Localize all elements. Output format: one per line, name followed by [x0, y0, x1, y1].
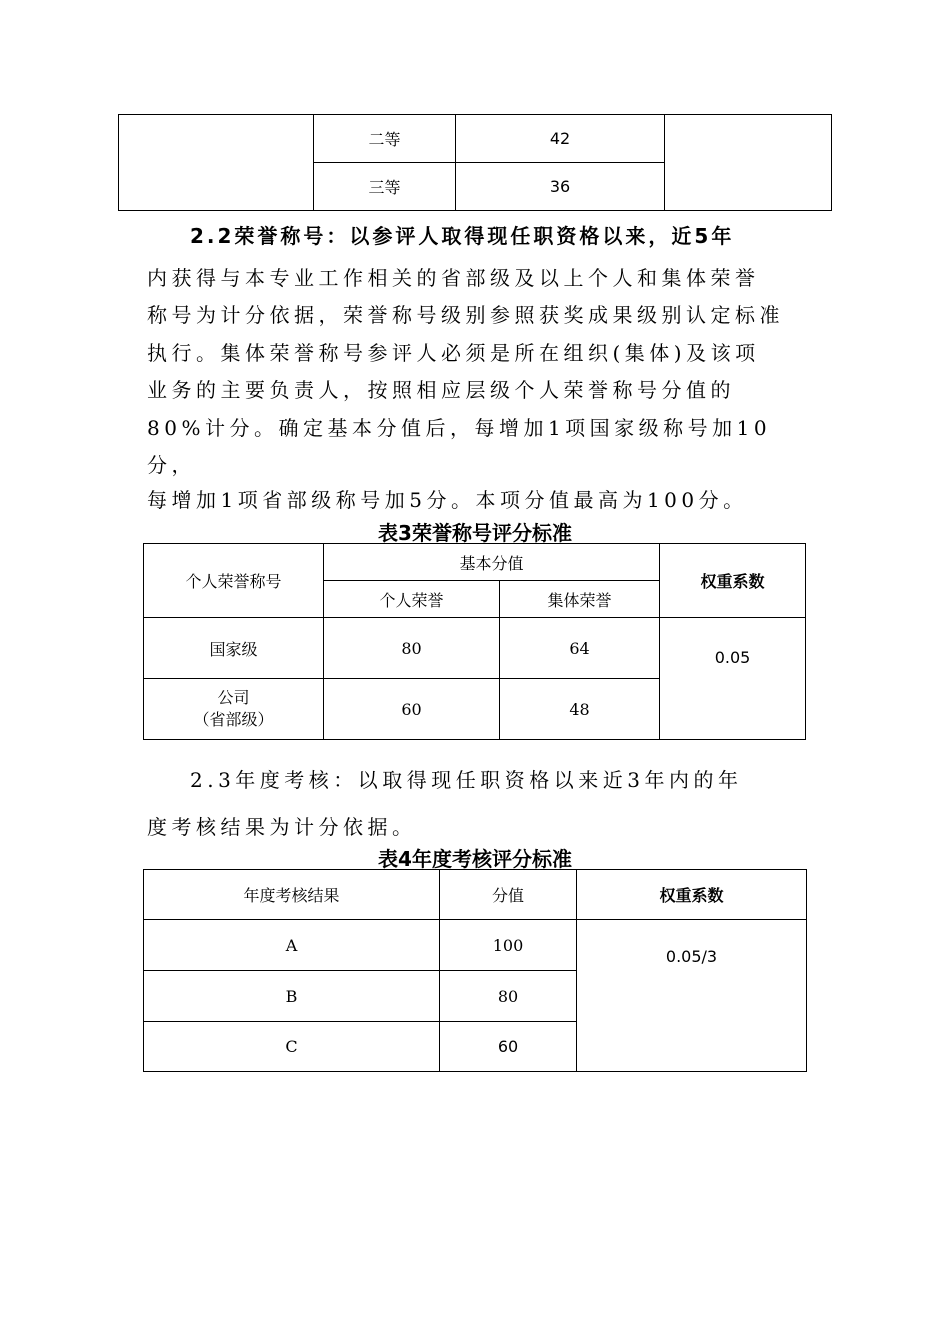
table3-header-title: 个人荣誉称号 — [144, 544, 324, 618]
table3-row-collective: 48 — [500, 679, 660, 740]
section-2-2-line: 80%计分。确定基本分值后，每增加1项国家级称号加10 — [147, 416, 772, 440]
table3-row-name: 国家级 — [144, 618, 324, 679]
table4-row-result: A — [144, 920, 440, 971]
honor-title-table — [143, 543, 806, 740]
table3-header-collective: 集体荣誉 — [500, 581, 660, 618]
section-2-2-line: 执行。集体荣誉称号参评人必须是所在组织(集体)及该项 — [147, 341, 760, 365]
table3-header-personal: 个人荣誉 — [324, 581, 500, 618]
section-2-2-line: 内获得与本专业工作相关的省部级及以上个人和集体荣誉 — [147, 266, 760, 290]
section-2-2-line: 分， — [147, 453, 196, 477]
table3-row-personal: 80 — [324, 618, 500, 679]
table4-header-weight: 权重系数 — [577, 870, 807, 920]
table4-header-score: 分值 — [440, 870, 577, 920]
table3-row-personal: 60 — [324, 679, 500, 740]
award-score-table-continued — [118, 114, 832, 211]
table3-row-name: 公司 （省部级） — [144, 679, 324, 740]
annual-review-table — [143, 869, 807, 1072]
award-score-cell: 42 — [456, 115, 665, 163]
table4-weight-value: 0.05/3 — [577, 920, 807, 1072]
section-2-2-line: 每增加1项省部级称号加5分。本项分值最高为100分。 — [147, 488, 748, 512]
empty-category-cell — [119, 115, 314, 211]
table4-row-result: C — [144, 1022, 440, 1072]
award-score-cell: 36 — [456, 163, 665, 211]
section-2-2-heading: 2.2荣誉称号：以参评人取得现任职资格以来，近5年 — [190, 224, 735, 248]
table4-caption: 表4年度考核评分标准 — [378, 847, 572, 871]
empty-weight-cell — [665, 115, 832, 211]
table3-weight-value: 0.05 — [660, 618, 806, 740]
table3-row-collective: 64 — [500, 618, 660, 679]
section-2-2-line: 称号为计分依据，荣誉称号级别参照获奖成果级别认定标准 — [147, 303, 784, 327]
award-level-cell: 三等 — [314, 163, 456, 211]
award-level-cell: 二等 — [314, 115, 456, 163]
table4-row-score: 100 — [440, 920, 577, 971]
table4-row-score: 80 — [440, 971, 577, 1022]
section-2-3-line: 度考核结果为计分依据。 — [147, 815, 417, 839]
section-2-3-line: 2.3年度考核：以取得现任职资格以来近3年内的年 — [190, 768, 743, 792]
table4-row-score: 60 — [440, 1022, 577, 1072]
table3-header-weight: 权重系数 — [660, 544, 806, 618]
table3-caption: 表3荣誉称号评分标准 — [378, 521, 572, 545]
section-2-2-line: 业务的主要负责人，按照相应层级个人荣誉称号分值的 — [147, 378, 735, 402]
table4-row-result: B — [144, 971, 440, 1022]
table4-header-result: 年度考核结果 — [144, 870, 440, 920]
table3-header-basic-score: 基本分值 — [324, 544, 660, 581]
